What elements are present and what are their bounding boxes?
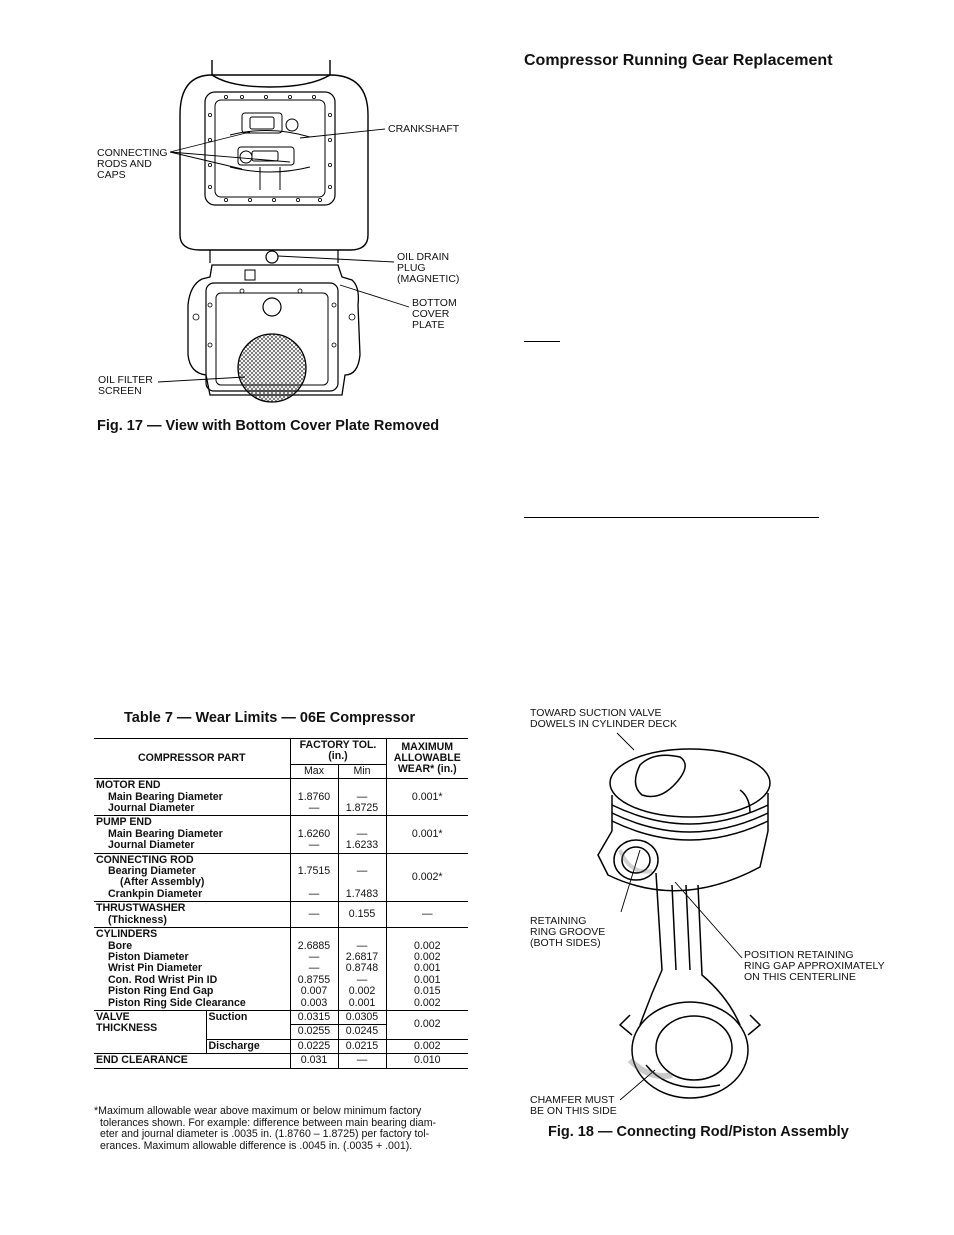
table-row-pump-end: PUMP END Main Bearing Diameter Journal Diameter 1.6260 — — 1.6233 0.001*	[94, 816, 468, 853]
label-oil-drain-plug: OIL DRAIN PLUG (MAGNETIC)	[397, 251, 460, 285]
table-row-motor-end: MOTOR END Main Bearing Diameter Journal Diameter 1.8760 — — 1.8725 0.001*	[94, 779, 468, 816]
wear-limits-table	[94, 738, 468, 1069]
label-toward-suction: TOWARD SUCTION VALVE DOWELS IN CYLINDER DECK	[530, 707, 678, 730]
label-chamfer: CHAMFER MUST BE ON THIS SIDE	[530, 1094, 617, 1117]
table-row-end-clearance: END CLEARANCE 0.031 — 0.010	[94, 1054, 468, 1068]
table-row-valve-suction-2: 0.0255 0.0245	[94, 1025, 468, 1039]
table-row-thrustwasher: THRUSTWASHER (Thickness) — 0.155 —	[94, 902, 468, 928]
label-position-gap: POSITION RETAINING RING GAP APPROXIMATELY ON THIS CENTERLINE	[744, 949, 885, 983]
header-factory-tol: FACTORY TOL. (in.)	[290, 739, 386, 765]
long-rule	[524, 517, 819, 518]
header-min: Min	[338, 764, 386, 778]
connecting-rod-piston-drawing	[590, 735, 790, 1105]
table7-footnote: *Maximum allowable wear above maximum or below minimum factory tolerances shown. For example: difference between main bearing diam- eter and journal diameter is .0035 in. (1.8760 – 1.8725) per factory tol- erances. Maximum allowable difference is .0045 in. (.0035 + .001).	[94, 1105, 437, 1152]
header-compressor-part: COMPRESSOR PART	[137, 751, 246, 764]
header-max-wear: MAXIMUM ALLOWABLE WEAR* (in.)	[386, 739, 468, 779]
fig18-caption: Fig. 18 — Connecting Rod/Piston Assembly	[548, 1124, 849, 1140]
fig17-caption: Fig. 17 — View with Bottom Cover Plate Removed	[97, 418, 440, 434]
label-retaining-groove: RETAINING RING GROOVE (BOTH SIDES)	[530, 915, 606, 949]
label-oil-filter-screen: OIL FILTER SCREEN	[98, 374, 153, 397]
table-row-valve-discharge: Discharge 0.0225 0.0215 0.002	[94, 1039, 468, 1053]
table7-title: Table 7 — Wear Limits — 06E Compressor	[124, 710, 416, 726]
short-rule	[524, 341, 560, 342]
header-max: Max	[290, 764, 338, 778]
label-connecting-rods: CONNECTING RODS AND CAPS	[97, 147, 168, 181]
table-row-cylinders: CYLINDERS Bore Piston Diameter Wrist Pin Diameter Con. Rod Wrist Pin ID Piston Ring End Gap Piston Ring Side Clearance 2.6885 — — 0.8755 0.007 0.003 — 2.6817 0.8748 — 0.002 0.001 0.002 0.002 0.001 0.001 0.015 0.002	[94, 928, 468, 1011]
compressor-bottom-view-drawing	[170, 55, 380, 415]
section-heading: Compressor Running Gear Replacement	[524, 52, 833, 69]
label-crankshaft: CRANKSHAFT	[388, 123, 460, 135]
table-row-valve-suction: VALVE THICKNESS Suction 0.0315 0.0305 0.002	[94, 1010, 468, 1024]
label-bottom-cover-plate: BOTTOM COVER PLATE	[412, 297, 457, 331]
table-row-connecting-rod: CONNECTING ROD Bearing Diameter (After Assembly) Crankpin Diameter 1.7515 — — 1.7483 0.002*	[94, 853, 468, 902]
